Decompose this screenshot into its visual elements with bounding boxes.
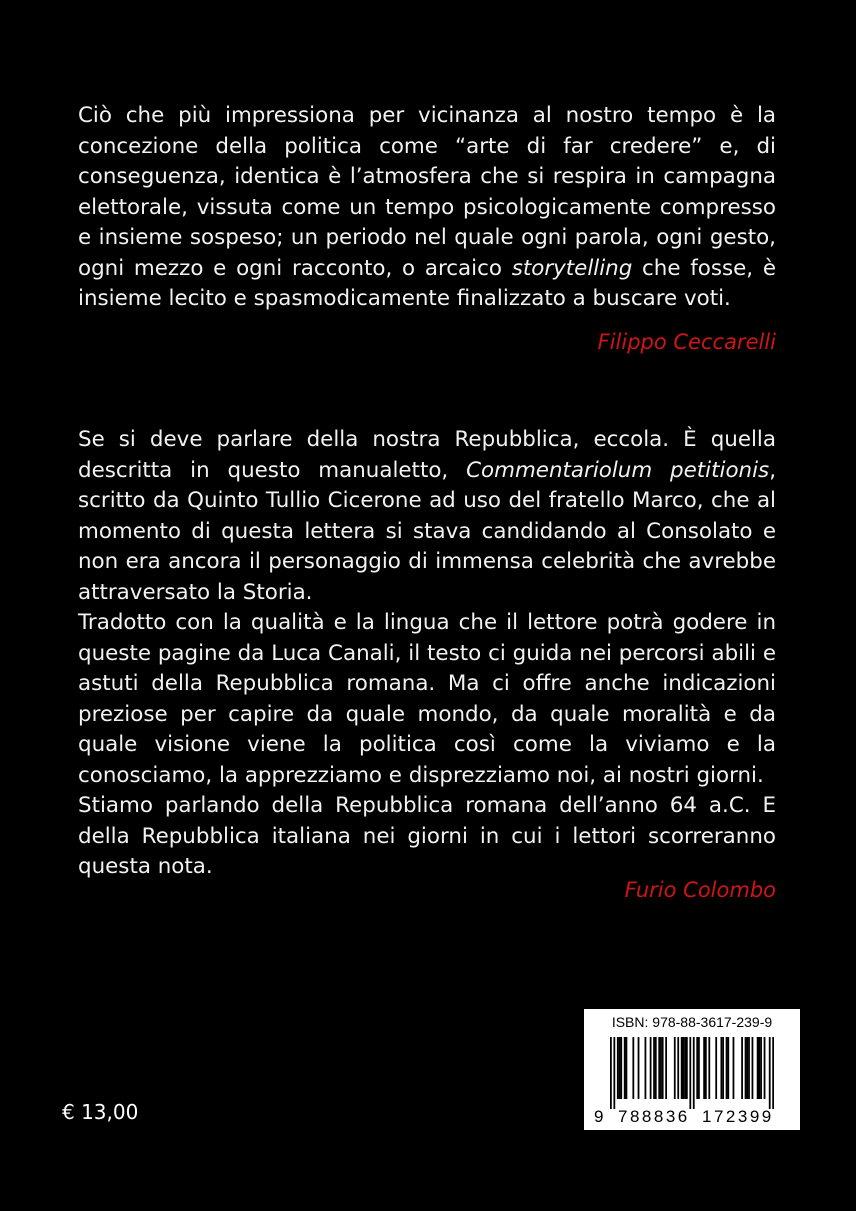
barcode-bar <box>720 1037 722 1099</box>
barcode-bar <box>741 1037 743 1099</box>
barcode-bar <box>665 1037 667 1099</box>
barcode-bar <box>620 1037 622 1099</box>
quote-paragraph: Tradotto con la qualità e la lingua che il lettore potrà godere in queste pagine da Luca Canali, il testo ci guida nei percorsi abili e astuti della Repubblica romana. Ma ci offre anche indicazioni preziose per capire da quale mondo, da quale moralità e da quale visione viene la politica così come la viviamo e la conosciamo, la apprezziamo e disprezziamo noi, ai nostri giorni. <box>78 610 776 788</box>
barcode-bar <box>645 1037 647 1099</box>
barcode-bar <box>655 1037 657 1099</box>
quote-paragraph: Ciò che più impressiona per vicinanza al nostro tempo è la concezione della politica come “arte di far credere” e, di conseguenza, identica è l’atmosfera che si respira in campagna elettorale, vissuta come un tempo psicologicamente compresso e insieme sospeso; un periodo nel quale ogni parola, ogni gesto, ogni mezzo e ogni racconto, o arcaico storytelling che fosse, è insieme lecito e spasmodicamente finalizzato a buscare voti. <box>78 103 777 311</box>
barcode-bar <box>686 1037 688 1099</box>
barcode-bar <box>752 1037 754 1099</box>
barcode-bar <box>613 1037 615 1109</box>
barcode-bar <box>764 1037 766 1099</box>
barcode-bar <box>632 1037 634 1099</box>
quote-paragraph: Se si deve parlare della nostra Repubblica, eccola. È quella descritta in questo manualetto, Commentariolum petitionis, scritto da Quinto Tullio Cicerone ad uso del fratello Marco, che al momento di questa lettera si stava candidando al Consolato e non era ancora il personaggio di immensa celebrità che avrebbe attraversato la Storia. <box>78 427 776 605</box>
barcode-digits-right: 172399 <box>702 1107 774 1126</box>
quote-ceccarelli <box>78 101 776 315</box>
barcode-bar <box>650 1037 652 1099</box>
barcode-bar <box>660 1037 662 1099</box>
barcode-bar <box>681 1037 683 1099</box>
quote-author-colombo: Furio Colombo <box>624 878 776 902</box>
barcode-bar <box>677 1037 679 1099</box>
barcode-bar <box>769 1037 771 1109</box>
barcode-bar <box>758 1037 760 1099</box>
barcode-bar <box>653 1037 655 1099</box>
quote-colombo <box>78 425 776 883</box>
isbn-label: ISBN: 978-88-3617-239-9 <box>611 1014 773 1030</box>
barcode-bar <box>715 1037 717 1099</box>
barcode-bar <box>757 1037 759 1099</box>
barcode-bar <box>733 1037 735 1099</box>
italic-term: storytelling <box>511 255 633 281</box>
barcode-bar <box>689 1037 691 1109</box>
barcode-bar <box>748 1037 750 1099</box>
barcode-bar <box>624 1037 626 1099</box>
barcode-bar <box>745 1037 747 1099</box>
quote-paragraph: Stiamo parlando della Repubblica romana dell’anno 64 a.C. E della Repubblica italiana nei giorni in cui i lettori scorreranno questa nota. <box>78 793 776 879</box>
quote-author-ceccarelli: Filippo Ceccarelli <box>597 330 776 354</box>
barcode-bar <box>705 1037 707 1099</box>
barcode-bar <box>619 1037 621 1099</box>
barcode-bar <box>708 1037 710 1099</box>
barcode-bar <box>617 1037 619 1099</box>
barcode-bar <box>772 1037 774 1109</box>
barcode-bar <box>698 1037 700 1099</box>
barcode-bar <box>684 1037 686 1099</box>
barcode-bar <box>610 1037 612 1109</box>
barcode-bar <box>662 1037 664 1099</box>
barcode-bars <box>610 1037 774 1109</box>
isbn-barcode <box>584 1009 800 1130</box>
barcode-bar <box>683 1037 685 1099</box>
italic-title: Commentariolum petitionis <box>466 457 770 483</box>
barcode-bar <box>638 1037 640 1099</box>
barcode-bar <box>746 1037 748 1099</box>
barcode-digits-left: 788836 <box>618 1107 690 1126</box>
barcode-bar <box>696 1037 698 1099</box>
barcode-bar <box>727 1037 729 1099</box>
barcode-bar <box>722 1037 724 1099</box>
price-label: € 13,00 <box>62 1100 139 1124</box>
barcode-bar <box>674 1037 676 1099</box>
barcode-digit-first: 9 <box>594 1107 604 1126</box>
barcode-bar <box>658 1037 660 1099</box>
barcode-bar <box>703 1037 705 1099</box>
barcode-bar <box>726 1037 728 1099</box>
barcode-bar <box>626 1037 628 1099</box>
barcode-bar <box>693 1037 695 1109</box>
barcode-bar <box>760 1037 762 1099</box>
